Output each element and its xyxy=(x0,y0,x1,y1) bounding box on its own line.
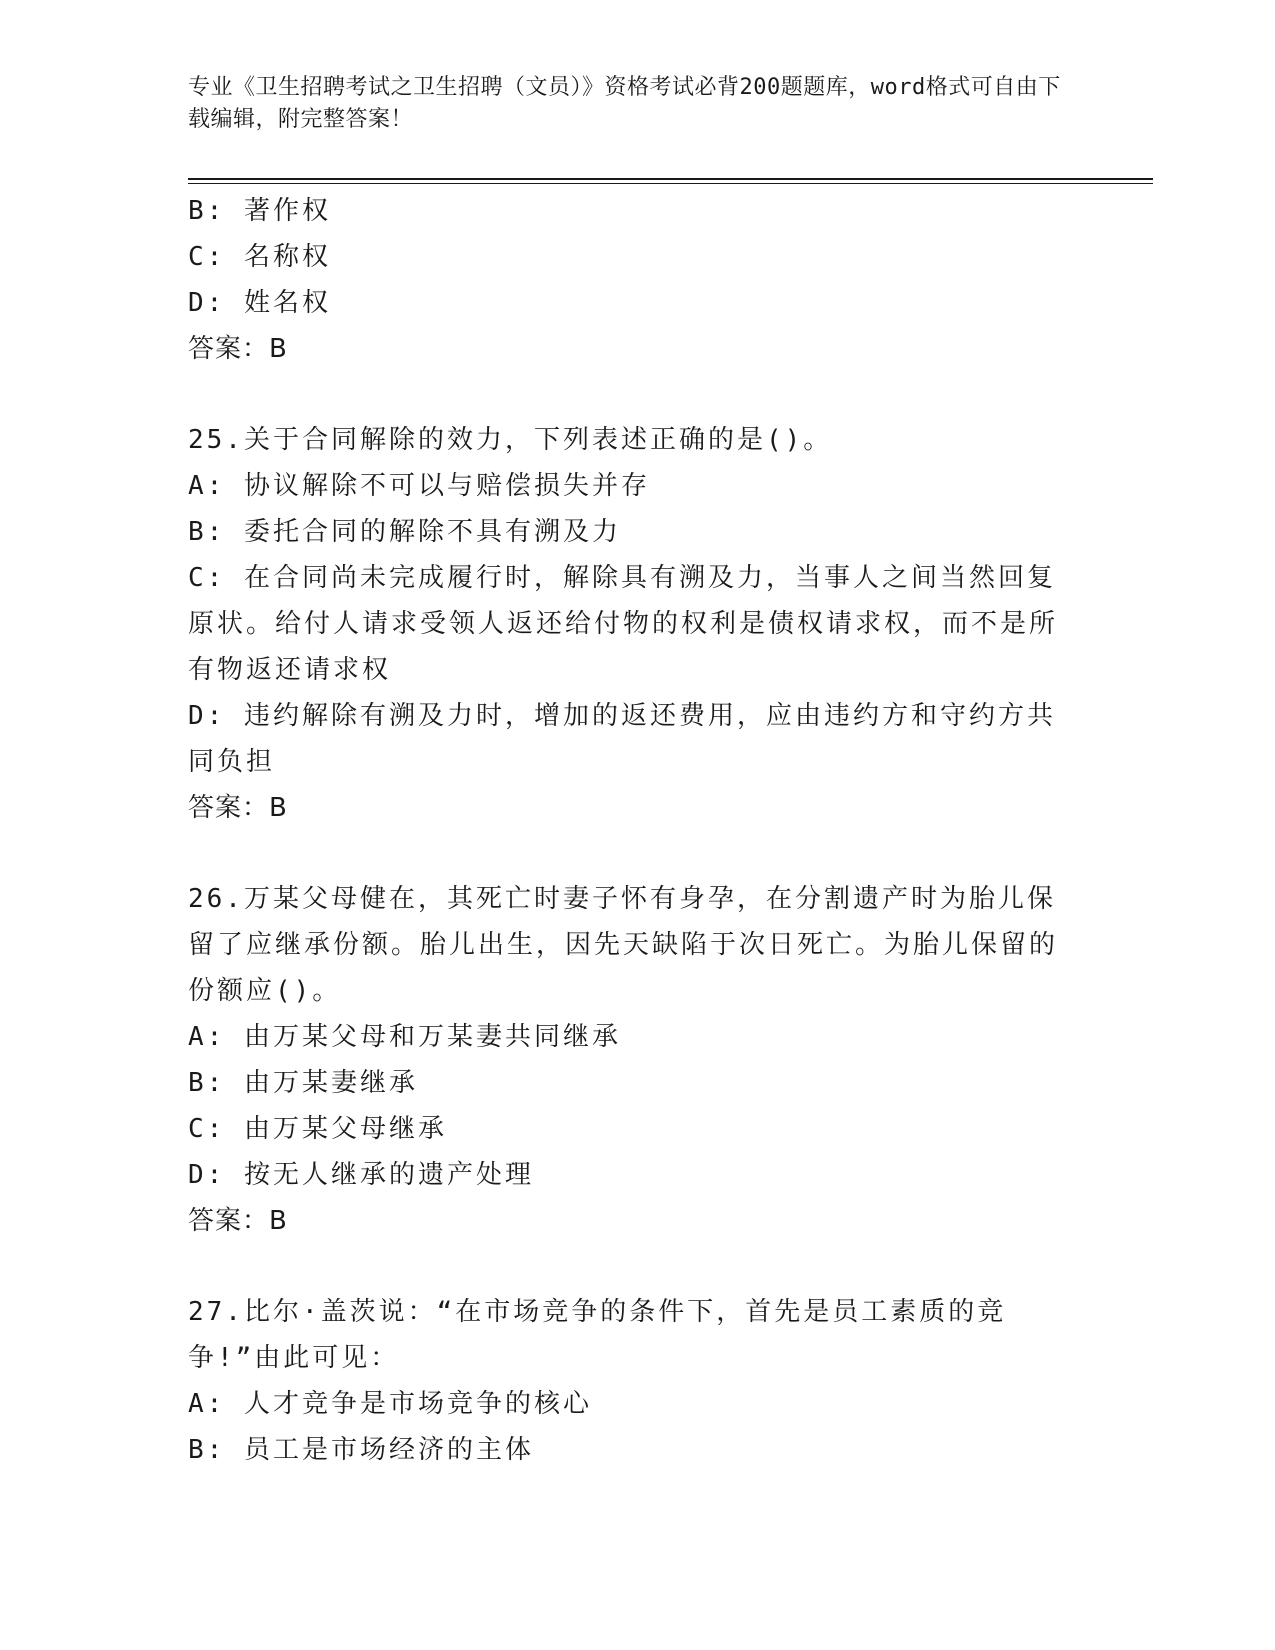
page-header: 专业《卫生招聘考试之卫生招聘（文员）》资格考试必背200题题库，word格式可自由下载编辑，附完整答案！ xyxy=(188,75,1061,132)
option-c: C: 在合同尚未完成履行时，解除具有溯及力，当事人之间当然回复原状。给付人请求受领人返还给付物的权利是债权请求权，而不是所有物返还请求权 xyxy=(188,563,1059,685)
question-stem: 26.万某父母健在，其死亡时妻子怀有身孕，在分割遗产时为胎儿保留了应继承份额。胎儿出生，因先天缺陷于次日死亡。为胎儿保留的份额应()。 xyxy=(188,884,1059,1006)
question-stem: 25.关于合同解除的效力，下列表述正确的是()。 xyxy=(188,425,833,455)
option-c: C: 名称权 xyxy=(188,242,331,272)
option-a: A: 协议解除不可以与赔偿损失并存 xyxy=(188,471,650,501)
question-26 xyxy=(188,876,1078,1244)
header-rule-thick xyxy=(188,178,1153,180)
option-b: B: 委托合同的解除不具有溯及力 xyxy=(188,517,621,547)
option-a: A: 由万某父母和万某妻共同继承 xyxy=(188,1022,621,1052)
option-d: D: 按无人继承的遗产处理 xyxy=(188,1160,534,1190)
question-stem: 27.比尔·盖茨说：“在市场竞争的条件下，首先是员工素质的竞争!”由此可见： xyxy=(188,1297,1007,1373)
question-27 xyxy=(188,1289,1078,1473)
option-b: B: 员工是市场经济的主体 xyxy=(188,1435,534,1465)
spacer xyxy=(188,831,1078,876)
answer: 答案：B xyxy=(188,793,288,823)
question-25 xyxy=(188,417,1078,831)
option-a: A: 人才竞争是市场竞争的核心 xyxy=(188,1389,592,1419)
question-24-continued xyxy=(188,188,1078,372)
option-d: D: 违约解除有溯及力时，增加的返还费用，应由违约方和守约方共同负担 xyxy=(188,701,1056,777)
option-b: B: 由万某妻继承 xyxy=(188,1068,418,1098)
question-content xyxy=(188,188,1078,1473)
answer: 答案：B xyxy=(188,334,288,364)
option-b: B: 著作权 xyxy=(188,196,331,226)
answer: 答案：B xyxy=(188,1206,288,1236)
spacer xyxy=(188,372,1078,417)
option-d: D: 姓名权 xyxy=(188,288,331,318)
spacer xyxy=(188,1244,1078,1289)
header-rule-thin xyxy=(188,183,1153,184)
option-c: C: 由万某父母继承 xyxy=(188,1114,447,1144)
